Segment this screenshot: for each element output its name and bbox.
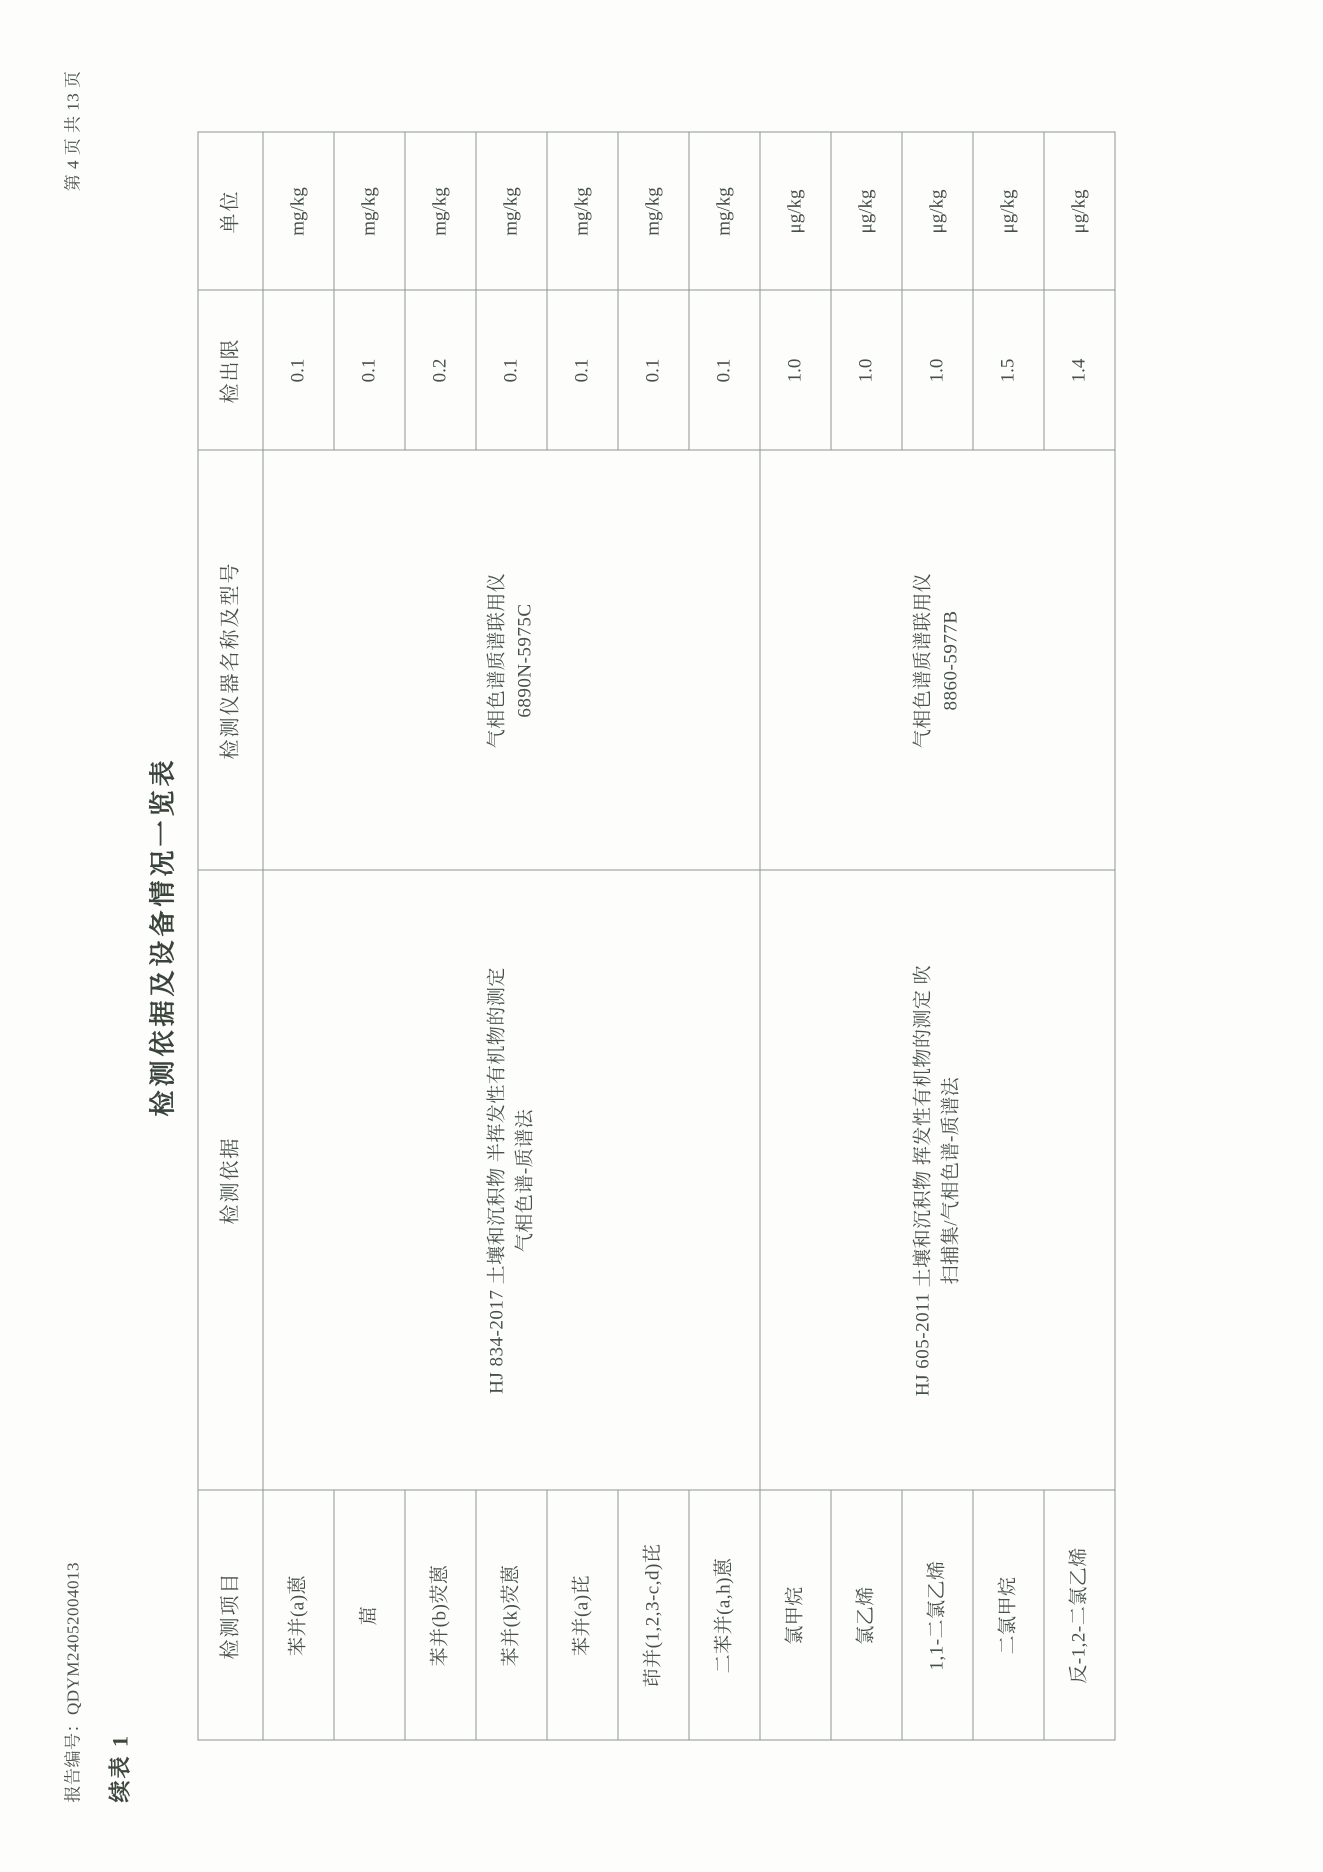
cell-unit: mg/kg xyxy=(618,132,689,290)
column-header-instrument: 检测仪器名称及型号 xyxy=(198,450,263,870)
cell-item: 苯并(a)芘 xyxy=(547,1490,618,1740)
cell-item: 氯甲烷 xyxy=(760,1490,831,1740)
cell-limit: 1.5 xyxy=(973,290,1044,450)
cell-item: 反-1,2-二氯乙烯 xyxy=(1044,1490,1115,1740)
cell-limit: 0.1 xyxy=(547,290,618,450)
cell-limit: 0.2 xyxy=(405,290,476,450)
basis-line-1: HJ 605-2011 土壤和沉积物 挥发性有机物的测定 吹 xyxy=(912,964,934,1396)
cell-unit: μg/kg xyxy=(831,132,902,290)
basis-line-2: 扫捕集/气相色谱-质谱法 xyxy=(940,1076,961,1284)
cell-limit: 0.1 xyxy=(334,290,405,450)
cell-unit: mg/kg xyxy=(334,132,405,290)
table-row xyxy=(760,132,831,1740)
cell-unit: mg/kg xyxy=(547,132,618,290)
basis-line-2: 气相色谱-质谱法 xyxy=(514,1108,535,1252)
report-number: 报告编号：QDYM24052004013 xyxy=(63,1561,82,1802)
instrument-line-2: 8860-5977B xyxy=(940,610,961,710)
cell-item: 1,1-二氯乙烯 xyxy=(902,1490,973,1740)
cell-item: 䓛 xyxy=(334,1490,405,1740)
cell-unit: mg/kg xyxy=(689,132,760,290)
cell-unit: mg/kg xyxy=(405,132,476,290)
cell-unit: μg/kg xyxy=(973,132,1044,290)
cell-limit: 1.4 xyxy=(1044,290,1115,450)
cell-item: 二氯甲烷 xyxy=(973,1490,1044,1740)
cell-limit: 1.0 xyxy=(831,290,902,450)
cell-basis-group-2 xyxy=(760,870,1115,1490)
instrument-line-1: 气相色谱质谱联用仪 xyxy=(912,572,934,748)
table-header-row xyxy=(198,132,263,1740)
basis-line-1: HJ 834-2017 土壤和沉积物 半挥发性有机物的测定 xyxy=(486,966,508,1394)
cell-limit: 0.1 xyxy=(618,290,689,450)
cell-limit: 1.0 xyxy=(760,290,831,450)
continued-table-label: 续表 1 xyxy=(107,1733,132,1802)
cell-unit: μg/kg xyxy=(902,132,973,290)
page-title: 检测依据及设备情况一览表 xyxy=(148,756,177,1117)
column-header-limit: 检出限 xyxy=(198,290,263,450)
cell-item: 苯并(b)荧蒽 xyxy=(405,1490,476,1740)
cell-unit: μg/kg xyxy=(760,132,831,290)
cell-basis-group-1 xyxy=(263,870,760,1490)
cell-item: 茚并(1,2,3-c,d)芘 xyxy=(618,1490,689,1740)
cell-limit: 0.1 xyxy=(689,290,760,450)
cell-limit: 1.0 xyxy=(902,290,973,450)
instrument-line-1: 气相色谱质谱联用仪 xyxy=(486,572,508,748)
page-number: 第 4 页 共 13 页 xyxy=(63,70,82,191)
cell-item: 苯并(k)荧蒽 xyxy=(476,1490,547,1740)
cell-item: 苯并(a)蒽 xyxy=(263,1490,334,1740)
instrument-line-2: 6890N-5975C xyxy=(514,602,535,718)
cell-instrument-group-2 xyxy=(760,450,1115,870)
cell-unit: mg/kg xyxy=(263,132,334,290)
cell-limit: 0.1 xyxy=(263,290,334,450)
cell-instrument-group-1 xyxy=(263,450,760,870)
cell-item: 氯乙烯 xyxy=(831,1490,902,1740)
column-header-item: 检测项目 xyxy=(198,1490,263,1740)
page-header xyxy=(58,70,83,1802)
cell-unit: mg/kg xyxy=(476,132,547,290)
detection-basis-table xyxy=(197,132,1115,1741)
cell-limit: 0.1 xyxy=(476,290,547,450)
cell-item: 二苯并(a,h)蒽 xyxy=(689,1490,760,1740)
column-header-unit: 单位 xyxy=(198,132,263,290)
cell-unit: μg/kg xyxy=(1044,132,1115,290)
column-header-basis: 检测依据 xyxy=(198,870,263,1490)
table-row xyxy=(263,132,334,1740)
